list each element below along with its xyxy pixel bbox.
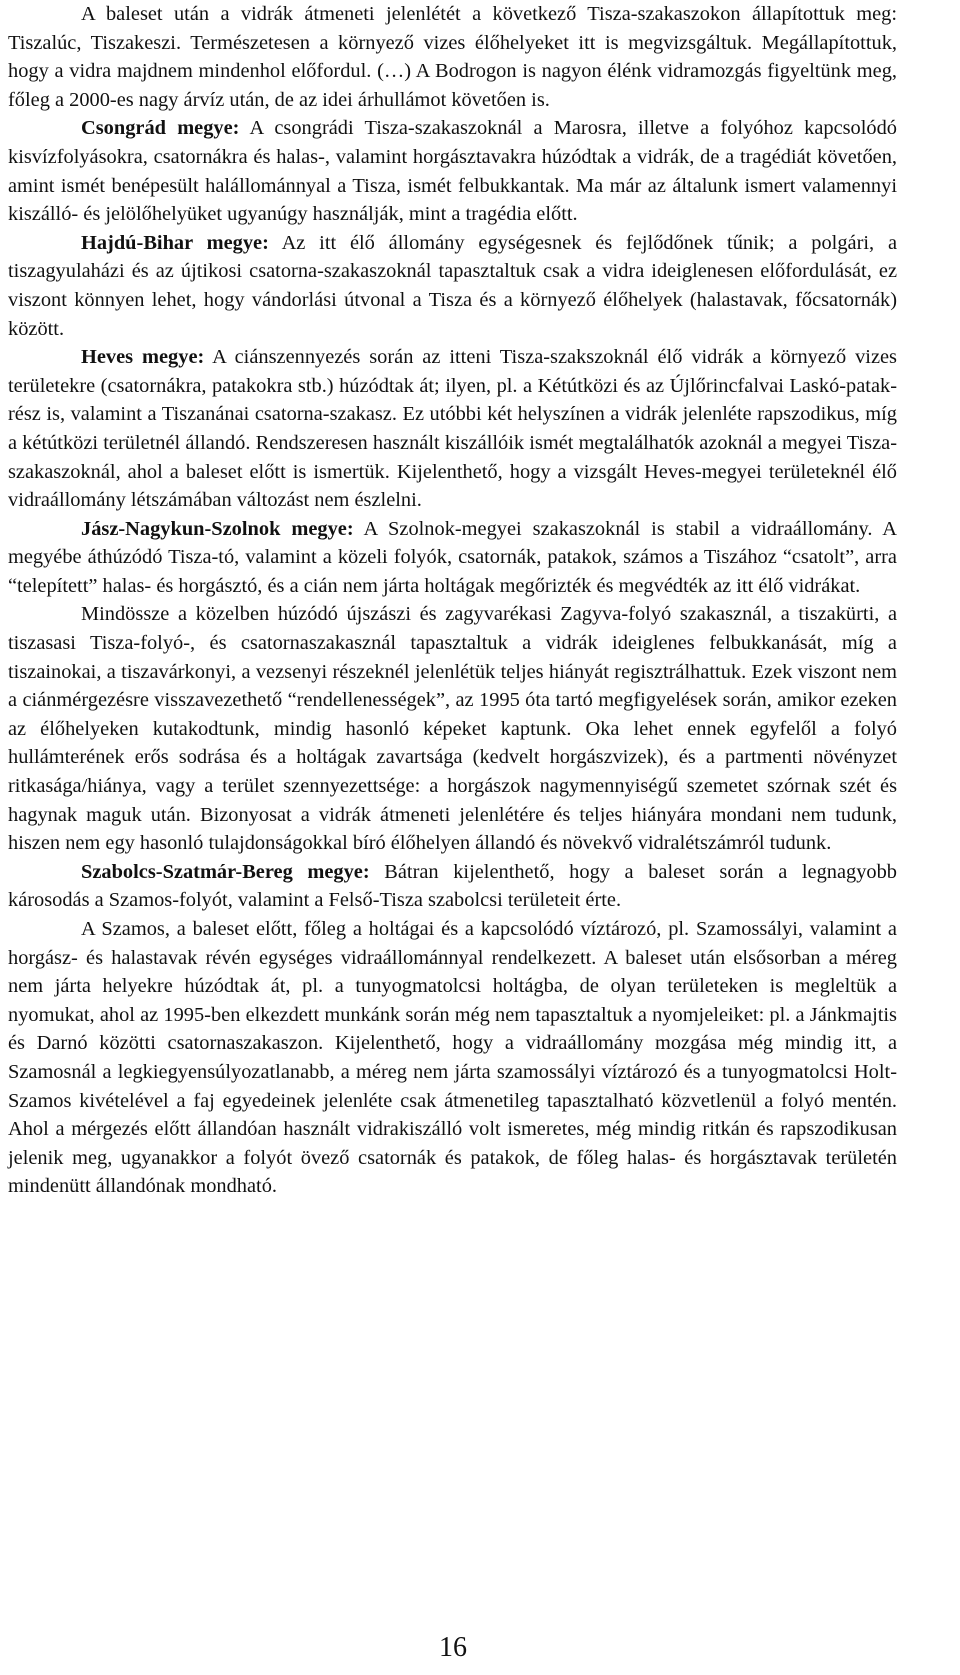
- paragraph-szabolcs-text: Bátran kijelenthető, hogy a baleset során a legnagyobb károsodás a Szamos-folyót, valamint a Felső-Tisza szabolcsi területeit érte.: [8, 860, 897, 912]
- paragraph-csongrad: [8, 114, 897, 228]
- paragraph-hajdu-bihar: [8, 229, 897, 343]
- county-heading-heves: Heves megye:: [81, 346, 205, 369]
- county-heading-jasz-nagykun-szolnok: Jász-Nagykun-Szolnok megye:: [81, 517, 354, 540]
- paragraph-jasz-nagykun-szolnok: [8, 515, 897, 601]
- county-heading-szabolcs: Szabolcs-Szatmár-Bereg megye:: [81, 860, 370, 883]
- county-heading-hajdu-bihar: Hajdú-Bihar megye:: [81, 231, 269, 254]
- paragraph-szamos: [8, 915, 897, 1201]
- paragraph-jasz-nagykun-szolnok-text: A Szolnok-megyei szakaszoknál is stabil a vidraállomány. A megyébe áthúzódó Tisza-tó, valamint a közeli folyók, csatornák, patakok, számos a Tiszához “csatolt”, arra “telepített” halas- és horgásztó, és a cián nem járta holtágak megőrizték és megvédték az itt élő vidrákat.: [8, 517, 898, 597]
- paragraph-heves: [8, 343, 897, 515]
- document-page: [8, 0, 897, 1201]
- paragraph-1: [8, 0, 897, 114]
- paragraph-szolnok-continued-text: Mindössze a közelben húzódó újszászi és zagyvarékasi Zagyva-folyó szakasznál, a tiszakürti, a tiszasasi Tisza-folyó-, és csatornaszakasznál tapasztaltuk a vidrák ideiglenes felbukkanását, míg a tiszainokai, a tiszavárkonyi, a vezsenyi részeknél jelenlétük teljes hiányát regisztrálhattuk. Ezek viszont nem a ciánmérgezésre visszavezethető “rendellenességek”, az 1995 óta tartó megfigyelések során, amikor ezeken az élőhelyeken kutakodtunk, mindig hasonló képeket kaptunk. Oka lehet ennek egyfelől a folyó hullámterének erős sodrása és a holtágak zavartsága (kedvelt horgászvizek), és a partmenti növényzet ritkasága/hiánya, vagy a terület szennyezettsége: a horgászok nagymennyiségű szemetet szórnak szét és hagynak maguk után. Bizonyosat a vidrák átmeneti jelenlétére és teljes hiányára mondani nem tudunk, hiszen nem egy hasonló tulajdonságokkal bíró élőhelyen állandó és növekvő vidralétszámról tudunk.: [8, 603, 897, 855]
- paragraph-csongrad-text: A csongrádi Tisza-szakaszoknál a Marosra, illetve a folyóhoz kapcsolódó kisvízfolyásokra, csatornákra és halas-, valamint horgásztavakra húzódtak a vidrák, de a tragédiát követően, amint ismét benépesült halállománnyal a Tisza, ismét felbukkantak. Ma már az általunk ismert valamennyi kiszálló- és jelölőhelyüket ugyanúgy használják, mint a tragédia előtt.: [8, 117, 898, 226]
- paragraph-szolnok-continued: [8, 600, 897, 857]
- paragraph-heves-text: A ciánszennyezés során az itteni Tisza-szakszoknál élő vidrák a környező vizes területekre (csatornákra, patakokra stb.) húzódtak át; ilyen, pl. a Kétútközi és az Újlőrincfalvai Laskó-patak-rész is, valamint a Tiszanánai csatorna-szakasz. Ez utóbbi két helyszínen a vidrák jelenléte rapszodikus, míg a kétútközi területnél állandó. Rendszeresen használt kiszállóik ismét megtalálhatók azoknál a megyei Tisza-szakaszoknál, ahol a baleset előtt is ismertük. Kijelenthető, hogy a vizsgált Heves-megyei területeknél élő vidraállomány létszámában változást nem észlelni.: [8, 346, 897, 512]
- page-number: 16: [439, 1632, 467, 1663]
- paragraph-szamos-text: A Szamos, a baleset előtt, főleg a holtágai és a kapcsolódó víztározó, pl. Szamossályi, valamint a horgász- és halastavak révén egységes vidraállománnyal rendelkezett. A baleset után elsősorban a méreg nem járta helyekre húzódtak át, pl. a tunyogmatolcsi holtágba, de olyan területeken is megleltük a nyomukat, ahol az 1995-ben elkezdett munkánk során még nem tapasztaltuk a nyomjeleiket: pl. a Jánkmajtis és Darnó közötti csatornaszakaszon. Kijelenthető, hogy a vidraállomány mozgása még mindig itt, a Szamosnál a legkiegyensúlyozatlanabb, a méreg nem járta szamossályi víztározó és a tunyogmatolcsi Holt-Szamos kivételével a faj egyedeinek jelenléte csak átmenetileg tapasztalható közvetlenül a folyó mentén. Ahol a mérgezés előtt állandóan használt vidrakiszálló volt ismeretes, még mindig ritkán és rapszodikusan jelenik meg, ugyanakkor a folyót övező csatornák és patakok, de főleg halas- és horgásztavak területén mindenütt állandónak mondható.: [8, 918, 897, 1198]
- paragraph-1-text: A baleset után a vidrák átmeneti jelenlétét a következő Tisza-szakaszokon állapítottuk meg: Tiszalúc, Tiszakeszi. Természetesen a környező vizes élőhelyeket itt is megvizsgáltuk. Megállapítottuk, hogy a vidra majdnem mindenhol előfordul. (…) A Bodrogon is nagyon élénk vidramozgás figyeltünk meg, főleg a 2000-es nagy árvíz után, de az idei árhullámot követően is.: [8, 3, 897, 111]
- paragraph-hajdu-bihar-text: Az itt élő állomány egységesnek és fejlődőnek tűnik; a polgári, a tiszagyulaházi és az újtikosi csatorna-szakaszoknál tapasztaltuk csak a vidra ideiglenesen előfordulását, ez viszont könnyen lehet, hogy vándorlási útvonal a Tisza és a környező élőhelyek (halastavak, főcsatornák) között.: [8, 231, 898, 340]
- county-heading-csongrad: Csongrád megye:: [81, 117, 240, 140]
- paragraph-szabolcs: [8, 858, 897, 915]
